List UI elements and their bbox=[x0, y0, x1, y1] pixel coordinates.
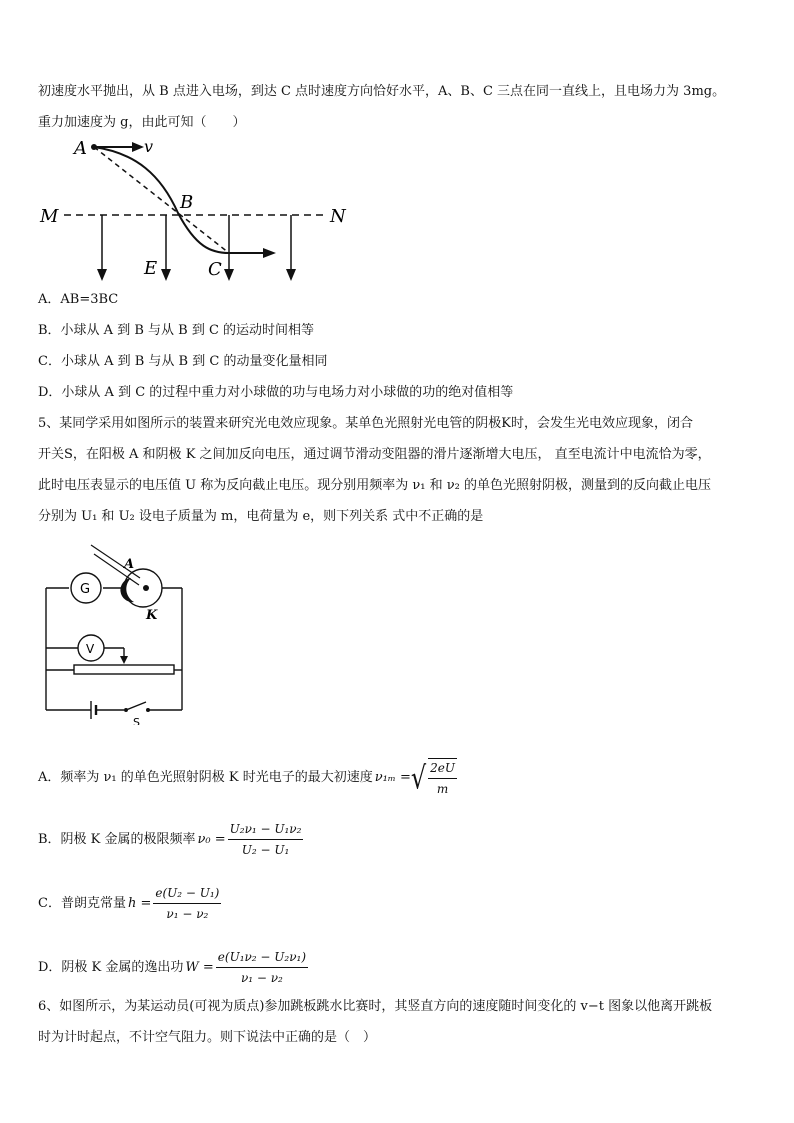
q5-option-d-text: D．阴极 K 金属的逸出功 bbox=[38, 959, 184, 975]
label-v: v bbox=[144, 137, 154, 156]
q5-option-b-num: U₂ν₁ − U₁ν₂ bbox=[228, 820, 304, 840]
q5-option-c-fraction bbox=[153, 884, 221, 923]
label-S: S bbox=[133, 716, 140, 725]
q5-text-line2: 开关S，在阳极 A 和阴极 K 之间加反向电压，通过调节滑动变阻器的滑片逐渐增大电压， 直至电流计中电流恰为零， bbox=[38, 447, 711, 462]
q5-option-c-lhs: h = bbox=[127, 895, 152, 911]
q5-option-a-den: m bbox=[436, 782, 449, 796]
sqrt-radical: √ $\frac{2eU}{m}$ bbox=[410, 759, 456, 797]
q5-option-c-num: e(U₂ − U₁) bbox=[153, 884, 221, 904]
q4-text-line1: 初速度水平抛出，从 B 点进入电场，到达 C 点时速度方向恰好水平，A、B、C 三点在同一直线上，且电场力为 3mg。 bbox=[38, 84, 726, 99]
label-E: E bbox=[144, 258, 158, 279]
q5-option-c bbox=[38, 884, 223, 923]
label-A-anode: A bbox=[124, 557, 135, 572]
q4-text-line2: 重力加速度为 g，由此可知（ ） bbox=[38, 115, 246, 130]
q4-figure-electric-field bbox=[36, 135, 356, 285]
q5-option-a-lhs: ν₁ₘ = bbox=[374, 770, 411, 785]
q5-option-b-fraction bbox=[228, 820, 304, 859]
q5-option-d-den: ν₁ − ν₂ bbox=[240, 971, 283, 985]
q5-option-d bbox=[38, 948, 310, 987]
q5-option-c-den: ν₁ − ν₂ bbox=[166, 907, 209, 921]
q4-option-c: C．小球从 A 到 B 与从 B 到 C 的动量变化量相同 bbox=[38, 354, 328, 369]
label-M: M bbox=[40, 206, 59, 227]
q4-option-a: A．AB=3BC bbox=[38, 292, 119, 307]
q5-option-b-lhs: ν₀ = bbox=[197, 831, 226, 847]
q5-option-a bbox=[38, 758, 459, 798]
q5-option-c-text: C．普朗克常量 bbox=[38, 895, 126, 911]
q5-text-line4: 分别为 U₁ 和 U₂ 设电子质量为 m，电荷量为 e，则下列关系 式中不正确的是 bbox=[38, 509, 484, 524]
q5-text-line3: 此时电压表显示的电压值 U 称为反向截止电压。现分别用频率为 ν₁ 和 ν₂ 的单色光照射阴极，测量到的反向截止电压 bbox=[38, 478, 711, 493]
q6-text-line2: 时为计时起点，不计空气阻力。则下说法中正确的是（ ） bbox=[38, 1030, 377, 1045]
label-G: G bbox=[80, 582, 91, 597]
q5-option-d-fraction bbox=[216, 948, 308, 987]
q5-option-d-num: e(U₁ν₂ − U₂ν₁) bbox=[216, 948, 308, 968]
q5-option-b-den: U₂ − U₁ bbox=[241, 843, 290, 857]
q5-text-line1: 5、某同学采用如图所示的装置来研究光电效应现象。某单色光照射光电管的阴极K时，会发生光电效应现象，闭合 bbox=[38, 416, 693, 431]
q5-option-a-num: 2eU bbox=[428, 759, 457, 779]
label-N: N bbox=[330, 206, 346, 227]
q4-option-d: D．小球从 A 到 C 的过程中重力对小球做的功与电场力对小球做的功的绝对值相等 bbox=[38, 385, 514, 400]
q5-option-a-fraction bbox=[428, 758, 457, 798]
label-C: C bbox=[208, 259, 222, 280]
q5-figure-photoelectric-circuit bbox=[36, 540, 196, 725]
q5-option-a-text: A．频率为 ν₁ 的单色光照射阴极 K 时光电子的最大初速度 bbox=[38, 770, 373, 785]
label-A: A bbox=[74, 138, 87, 159]
q6-text-line1: 6、如图所示，为某运动员(可视为质点)参加跳板跳水比赛时，其竖直方向的速度随时间变化的 v−t 图象以他离开跳板 bbox=[38, 999, 713, 1014]
q5-option-b bbox=[38, 820, 305, 859]
label-B: B bbox=[180, 192, 194, 213]
q4-option-b: B．小球从 A 到 B 与从 B 到 C 的运动时间相等 bbox=[38, 323, 315, 338]
label-K: K bbox=[146, 608, 158, 623]
q5-option-b-text: B．阴极 K 金属的极限频率 bbox=[38, 831, 196, 847]
label-V: V bbox=[86, 642, 95, 656]
q5-option-d-lhs: W = bbox=[185, 959, 214, 975]
